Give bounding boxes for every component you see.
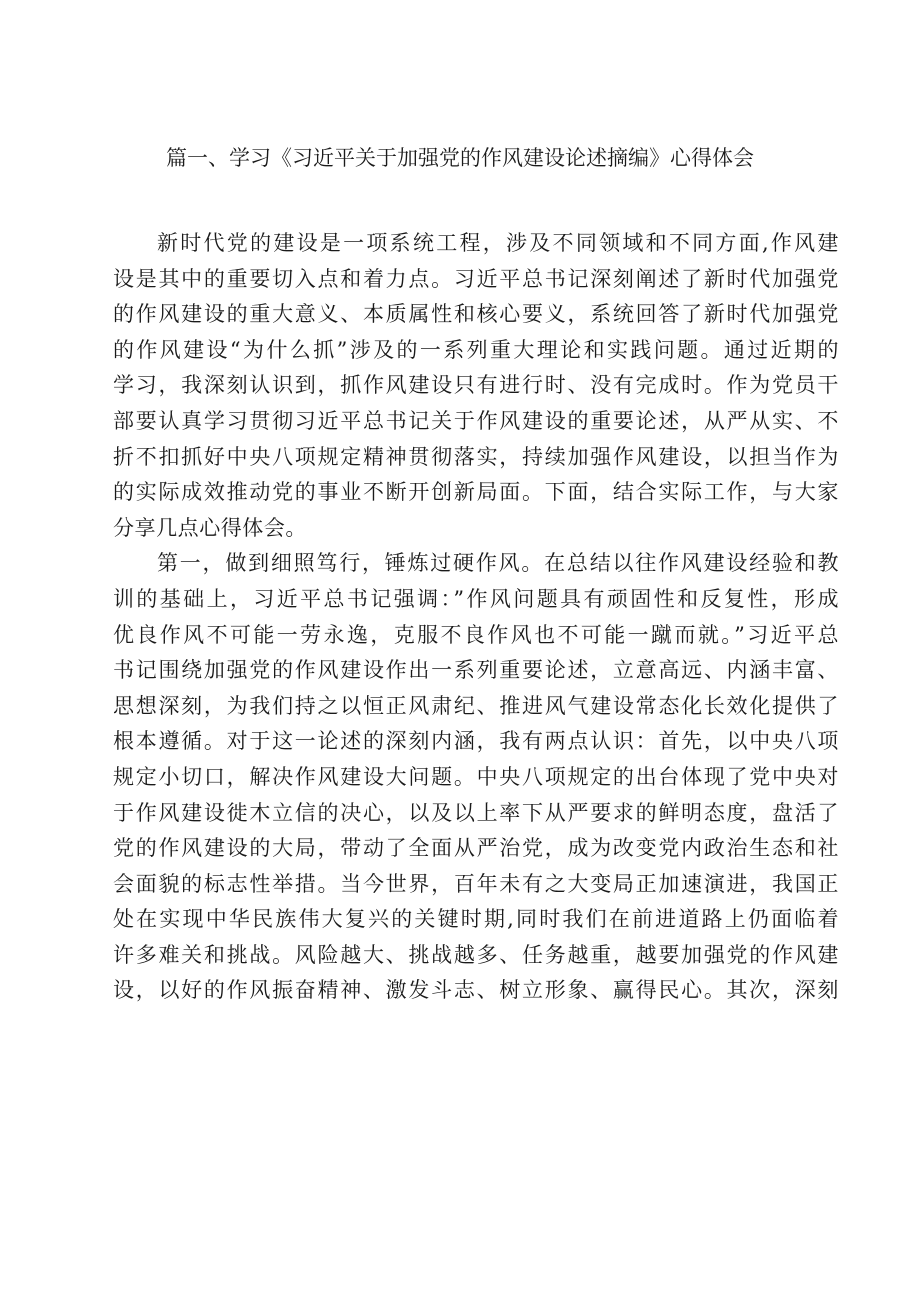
- text-line: 优良作风不可能一劳永逸，克服不良作风也不可能一蹴而就。”习近平总: [113, 622, 839, 647]
- text-line: 新时代党的建设是一项系统工程，涉及不同领域和不同方面,作风建: [157, 231, 839, 255]
- text-line: 规定小切口，解决作风建设大问题。中央八项规定的出台体现了党中央对: [113, 764, 839, 789]
- text-line: 的作风建设的重大意义、本质属性和核心要义，系统回答了新时代加强党: [113, 302, 839, 327]
- text-line: 的作风建设“为什么抓”涉及的一系列重大理论和实践问题。通过近期的: [113, 337, 839, 362]
- text-line: 部要认真学习贯彻习近平总书记关于作风建设的重要论述，从严从实、不: [113, 408, 839, 433]
- text-line: 的实际成效推动党的事业不断开创新局面。下面，结合实际工作，与大家: [113, 480, 839, 505]
- text-line: 设，以好的作风振奋精神、激发斗志、树立形象、赢得民心。其次，深刻: [113, 978, 839, 1003]
- text-line: 学习，我深刻认识到，抓作风建设只有进行时、没有完成时。作为党员干: [113, 373, 839, 398]
- document-body: [113, 226, 839, 1009]
- text-line: 处在实现中华民族伟大复兴的关键时期,同时我们在前进道路上仍面临着: [113, 907, 839, 932]
- text-line: 书记围绕加强党的作风建设作出一系列重要论述，立意高远、内涵丰富、: [113, 658, 839, 683]
- text-line: 第一，做到细照笃行，锤炼过硬作风。在总结以往作风建设经验和教: [157, 551, 839, 576]
- text-line: 思想深刻，为我们持之以恒正风肃纪、推进风气建设常态化长效化提供了: [113, 693, 839, 718]
- text-line: 根本遵循。对于这一论述的深刻内涵，我有两点认识：首先，以中央八项: [113, 729, 839, 754]
- text-line: 许多难关和挑战。风险越大、挑战越多、任务越重，越要加强党的作风建: [113, 942, 839, 967]
- text-line: 会面貌的标志性举措。当今世界，百年未有之大变局正加速演进，我国正: [113, 871, 839, 896]
- text-line: 折不扣抓好中央八项规定精神贯彻落实，持续加强作风建设，以担当作为: [113, 444, 839, 469]
- text-line: 党的作风建设的大局，带动了全面从严治党，成为改变党内政治生态和社: [113, 836, 839, 861]
- text-line: 于作风建设徙木立信的决心，以及以上率下从严要求的鲜明态度，盘活了: [113, 800, 839, 825]
- text-line: 训的基础上，习近平总书记强调：”作风问题具有顽固性和反复性，形成: [113, 586, 839, 611]
- paragraph-1: [113, 226, 839, 546]
- text-line: 设是其中的重要切入点和着力点。习近平总书记深刻阐述了新时代加强党: [113, 266, 839, 291]
- document-title: 篇一、学习《习近平关于加强党的作风建设论述摘编》心得体会: [166, 146, 754, 170]
- paragraph-2: [113, 546, 839, 1009]
- text-line: 分享几点心得体会。: [113, 515, 307, 540]
